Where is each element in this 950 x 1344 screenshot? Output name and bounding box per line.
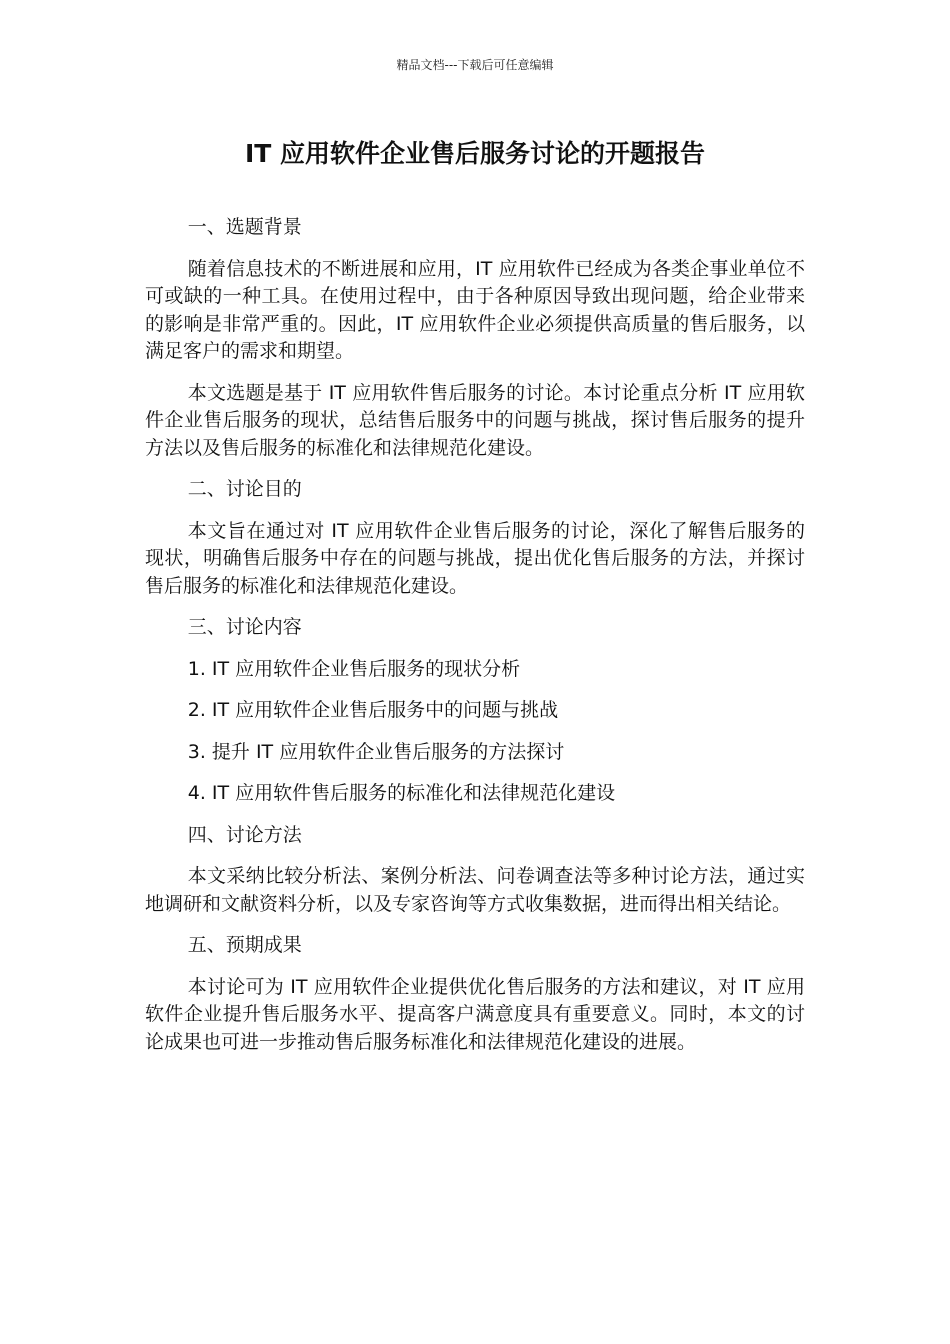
section-heading-background: 一、选题背景 — [187, 216, 302, 238]
paragraph-method: 本文采纳比较分析法、案例分析法、问卷调查法等多种讨论方法，通过实地调研和文献资料分析，以及专家咨询等方式收集数据，进而得出相关结论。 — [145, 865, 805, 915]
document-body — [145, 214, 805, 1070]
page-header: 精品文档---下载后可任意编辑 — [396, 58, 554, 72]
section-heading-method: 四、讨论方法 — [187, 823, 302, 846]
content-list-item-4: 4. IT 应用软件售后服务的标准化和法律规范化建设 — [187, 782, 616, 804]
paragraph-background-2: 本文选题是基于 IT 应用软件售后服务的讨论。本讨论重点分析 IT 应用软件企业售后服务的现状，总结售后服务中的问题与挑战，探讨售后服务的提升方法以及售后服务的标准化和法律规范化建设。 — [145, 381, 805, 459]
paragraph-purpose: 本文旨在通过对 IT 应用软件企业售后服务的讨论，深化了解售后服务的现状，明确售后服务中存在的问题与挑战，提出优化售后服务的方法，并探讨售后服务的标准化和法律规范化建设。 — [145, 519, 805, 597]
document-title: IT 应用软件企业售后服务讨论的开题报告 — [244, 139, 706, 168]
section-heading-content: 三、讨论内容 — [187, 616, 302, 638]
paragraph-background-1: 随着信息技术的不断进展和应用，IT 应用软件已经成为各类企事业单位不可或缺的一种工具。在使用过程中，由于各种原因导致出现问题，给企业带来的影响是非常严重的。因此，IT 应用软件企业必须提供高质量的售后服务，以满足客户的需求和期望。 — [145, 257, 805, 362]
section-heading-outcome: 五、预期成果 — [187, 934, 302, 956]
paragraph-outcome: 本讨论可为 IT 应用软件企业提供优化售后服务的方法和建议，对 IT 应用软件企业提升售后服务水平、提高客户满意度具有重要意义。同时，本文的讨论成果也可进一步推动售后服务标准化和法律规范化建设的进展。 — [145, 975, 805, 1053]
content-list-item-2: 2. IT 应用软件企业售后服务中的问题与挑战 — [187, 699, 559, 721]
section-heading-purpose: 二、讨论目的 — [187, 478, 302, 500]
content-list-item-1: 1. IT 应用软件企业售后服务的现状分析 — [187, 657, 521, 680]
content-list-item-3: 3. 提升 IT 应用软件企业售后服务的方法探讨 — [187, 740, 565, 763]
